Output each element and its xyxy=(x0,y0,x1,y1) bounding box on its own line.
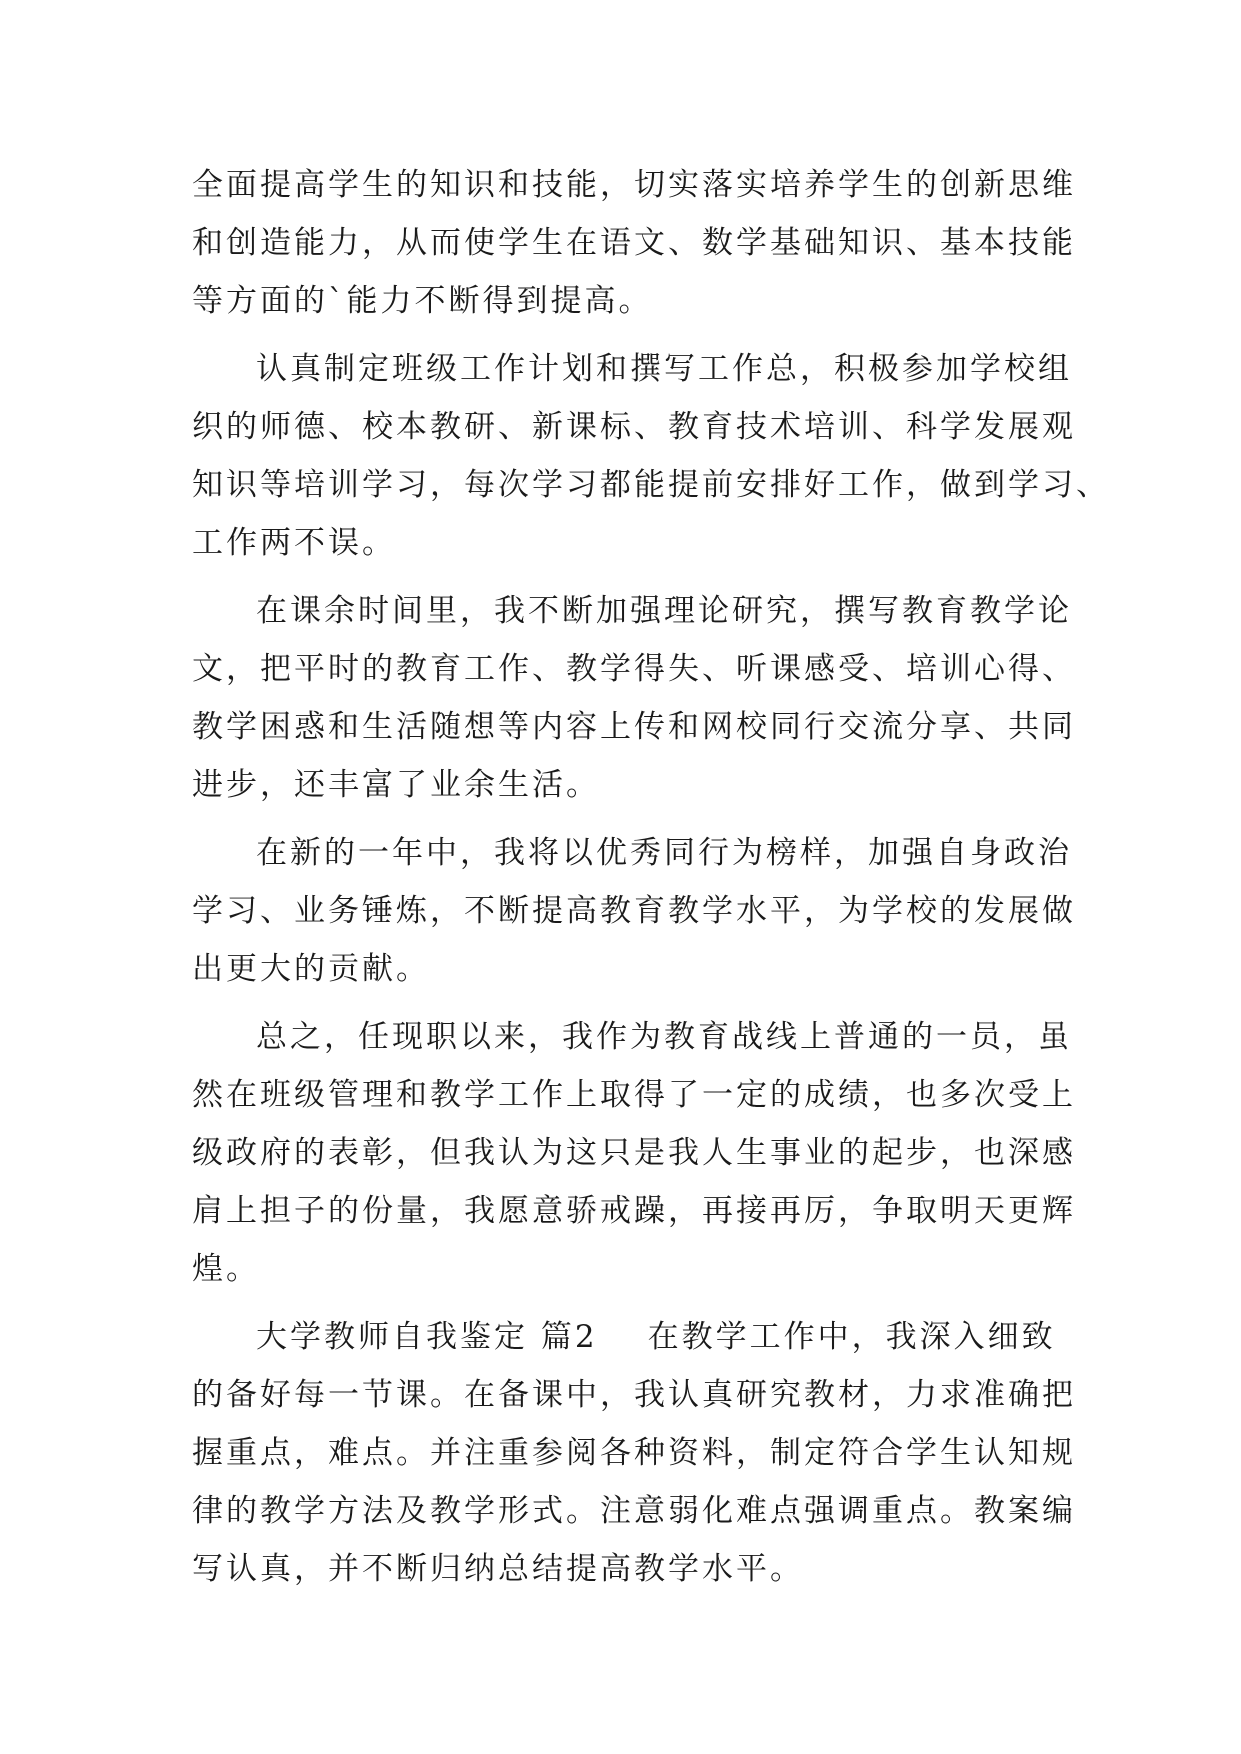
text-line: 工作两不误。 xyxy=(192,525,396,561)
text-line: 肩上担子的份量，我愿意骄戒躁，再接再厉，争取明天更辉 xyxy=(192,1193,1076,1229)
text-line: 的备好每一节课。在备课中，我认真研究教材，力求准确把 xyxy=(192,1377,1076,1413)
text-line: 教学困惑和生活随想等内容上传和网校同行交流分享、共同 xyxy=(192,709,1076,745)
text-line: 全面提高学生的知识和技能，切实落实培养学生的创新思维 xyxy=(192,167,1076,203)
section-heading-line xyxy=(256,1309,1056,1365)
text-line: 煌。 xyxy=(192,1251,260,1287)
text-line: 握重点，难点。并注重参阅各种资料，制定符合学生认知规 xyxy=(192,1435,1076,1471)
text-line: 学习、业务锤炼，不断提高教育教学水平，为学校的发展做 xyxy=(192,893,1076,929)
text-line: 律的教学方法及教学形式。注意弱化难点强调重点。教案编 xyxy=(192,1493,1076,1529)
text-line: 知识等培训学习，每次学习都能提前安排好工作，做到学习、 xyxy=(192,467,1110,503)
paragraph-first-line: 在课余时间里，我不断加强理论研究，撰写教育教学论 xyxy=(256,593,1072,629)
text-line: 然在班级管理和教学工作上取得了一定的成绩，也多次受上 xyxy=(192,1077,1076,1113)
text-line: 织的师德、校本教研、新课标、教育技术培训、科学发展观 xyxy=(192,409,1076,445)
text-line: 出更大的贡献。 xyxy=(192,951,430,987)
paragraph-first-line: 在新的一年中，我将以优秀同行为榜样，加强自身政治 xyxy=(256,835,1072,871)
text-line: 级政府的表彰，但我认为这只是我人生事业的起步，也深感 xyxy=(192,1135,1076,1171)
text-line: 进步，还丰富了业余生活。 xyxy=(192,767,600,803)
text-line: 文，把平时的教育工作、教学得失、听课感受、培训心得、 xyxy=(192,651,1076,687)
section-start-text: 在教学工作中，我深入细致 xyxy=(647,1319,1056,1355)
paragraph-first-line: 认真制定班级工作计划和撰写工作总，积极参加学校组 xyxy=(256,351,1072,387)
section-title: 大学教师自我鉴定 篇2 xyxy=(256,1319,598,1355)
text-line: 和创造能力，从而使学生在语文、数学基础知识、基本技能 xyxy=(192,225,1076,261)
text-line: 写认真，并不断归纳总结提高教学水平。 xyxy=(192,1551,804,1587)
paragraph-first-line: 总之，任现职以来，我作为教育战线上普通的一员，虽 xyxy=(256,1019,1072,1055)
text-line: 等方面的`能力不断得到提高。 xyxy=(192,283,653,319)
